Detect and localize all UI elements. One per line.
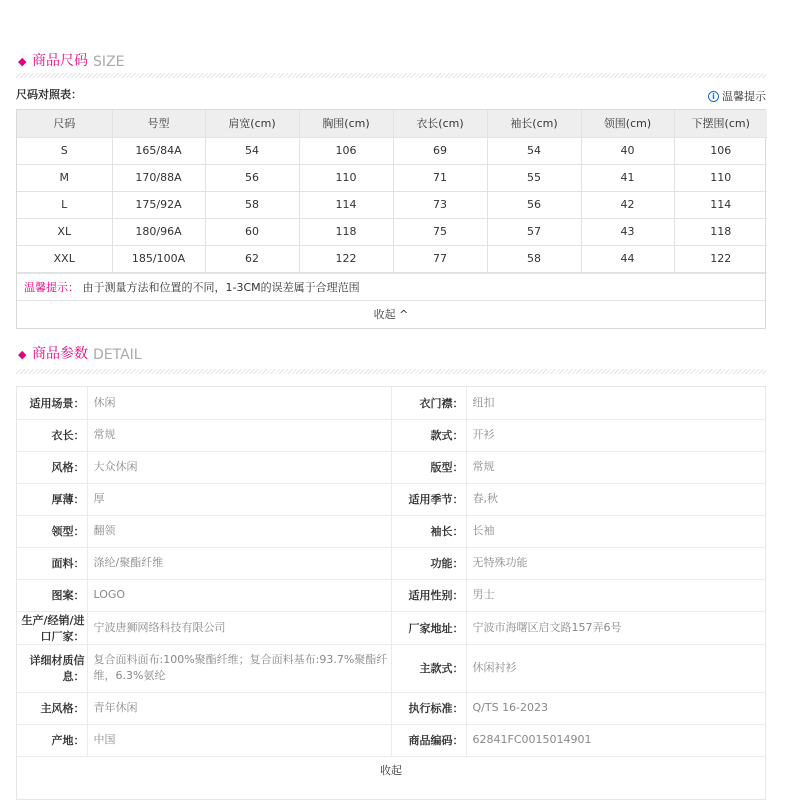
param-value: 涤纶/聚酯纤维 bbox=[87, 547, 391, 579]
param-value: 青年休闲 bbox=[87, 692, 391, 724]
table-cell: 114 bbox=[299, 191, 393, 218]
table-cell: S bbox=[17, 137, 112, 164]
table-cell: 106 bbox=[299, 137, 393, 164]
table-cell: 122 bbox=[299, 245, 393, 272]
header-cell: 袖长(cm) bbox=[487, 110, 581, 137]
detail-section-subtitle: DETAIL bbox=[93, 347, 142, 363]
param-key: 执行标准： bbox=[391, 692, 466, 724]
table-row bbox=[17, 245, 767, 272]
table-cell: 69 bbox=[393, 137, 487, 164]
table-cell: 42 bbox=[581, 191, 674, 218]
table-cell: 71 bbox=[393, 164, 487, 191]
table-cell: 106 bbox=[674, 137, 767, 164]
info-icon: i bbox=[708, 91, 719, 102]
table-cell: 54 bbox=[205, 137, 299, 164]
table-row bbox=[17, 451, 765, 483]
size-collapse-button[interactable]: 收起 ^ bbox=[17, 300, 765, 328]
param-key: 主风格： bbox=[17, 692, 87, 724]
table-cell: 44 bbox=[581, 245, 674, 272]
table-row bbox=[17, 644, 765, 692]
table-cell: 54 bbox=[487, 137, 581, 164]
param-value: 男士 bbox=[466, 579, 765, 611]
size-section-subtitle: SIZE bbox=[93, 54, 125, 70]
param-value: 常规 bbox=[87, 419, 391, 451]
table-cell: 60 bbox=[205, 218, 299, 245]
diamond-icon: ◆ bbox=[18, 348, 27, 361]
table-cell: 58 bbox=[205, 191, 299, 218]
table-row bbox=[17, 191, 767, 218]
param-key: 衣门襟： bbox=[391, 387, 466, 419]
table-row bbox=[17, 547, 765, 579]
table-cell: 180/96A bbox=[112, 218, 205, 245]
param-value: 复合面料面布:100%聚酯纤维；复合面料基布:93.7%聚酯纤维，6.3%氨纶 bbox=[87, 644, 391, 692]
header-cell: 下摆围(cm) bbox=[674, 110, 767, 137]
param-key: 图案： bbox=[17, 579, 87, 611]
param-key: 厂家地址： bbox=[391, 611, 466, 644]
table-cell: 110 bbox=[674, 164, 767, 191]
param-key: 商品编码： bbox=[391, 724, 466, 756]
table-cell: 118 bbox=[299, 218, 393, 245]
table-cell: 40 bbox=[581, 137, 674, 164]
param-value: 宁波市海曙区启文路157弄6号 bbox=[466, 611, 765, 644]
table-cell: 43 bbox=[581, 218, 674, 245]
table-cell: 41 bbox=[581, 164, 674, 191]
table-row bbox=[17, 218, 767, 245]
param-key: 详细材质信息： bbox=[17, 644, 87, 692]
diamond-icon: ◆ bbox=[18, 55, 27, 68]
param-key: 厚薄： bbox=[17, 483, 87, 515]
param-value: LOGO bbox=[87, 579, 391, 611]
param-value: 休闲衬衫 bbox=[466, 644, 765, 692]
table-cell: 55 bbox=[487, 164, 581, 191]
param-value: Q/TS 16-2023 bbox=[466, 692, 765, 724]
table-cell: M bbox=[17, 164, 112, 191]
header-cell: 肩宽(cm) bbox=[205, 110, 299, 137]
tip-link-label: 温馨提示 bbox=[722, 90, 766, 103]
param-key: 领型： bbox=[17, 515, 87, 547]
table-cell: 122 bbox=[674, 245, 767, 272]
param-value: 厚 bbox=[87, 483, 391, 515]
param-value: 无特殊功能 bbox=[466, 547, 765, 579]
table-cell: 58 bbox=[487, 245, 581, 272]
table-cell: XXL bbox=[17, 245, 112, 272]
param-value: 春,秋 bbox=[466, 483, 765, 515]
size-section-header bbox=[16, 52, 766, 74]
header-cell: 号型 bbox=[112, 110, 205, 137]
table-cell: 77 bbox=[393, 245, 487, 272]
table-cell: 170/88A bbox=[112, 164, 205, 191]
table-cell: 165/84A bbox=[112, 137, 205, 164]
param-value: 中国 bbox=[87, 724, 391, 756]
table-row bbox=[17, 692, 765, 724]
table-cell: 56 bbox=[487, 191, 581, 218]
size-table-header bbox=[17, 110, 767, 137]
param-value: 长袖 bbox=[466, 515, 765, 547]
param-key: 袖长： bbox=[391, 515, 466, 547]
table-cell: 175/92A bbox=[112, 191, 205, 218]
param-value: 常规 bbox=[466, 451, 765, 483]
param-value: 开衫 bbox=[466, 419, 765, 451]
param-value: 休闲 bbox=[87, 387, 391, 419]
table-cell: L bbox=[17, 191, 112, 218]
size-table bbox=[17, 110, 767, 273]
table-row bbox=[17, 387, 765, 419]
size-section-title: 商品尺码 bbox=[32, 53, 88, 69]
param-value: 纽扣 bbox=[466, 387, 765, 419]
table-row bbox=[17, 724, 765, 756]
table-cell: 185/100A bbox=[112, 245, 205, 272]
header-cell: 尺码 bbox=[17, 110, 112, 137]
param-key: 衣长： bbox=[17, 419, 87, 451]
table-cell: 110 bbox=[299, 164, 393, 191]
detail-section-header bbox=[16, 345, 766, 367]
detail-collapse-button[interactable]: 收起 bbox=[380, 763, 402, 777]
table-row bbox=[17, 483, 765, 515]
table-cell: XL bbox=[17, 218, 112, 245]
param-value: 宁波唐狮网络科技有限公司 bbox=[87, 611, 391, 644]
param-key: 产地： bbox=[17, 724, 87, 756]
param-key: 适用场景： bbox=[17, 387, 87, 419]
param-value: 大众休闲 bbox=[87, 451, 391, 483]
table-cell: 73 bbox=[393, 191, 487, 218]
warm-tip-text: 由于测量方法和位置的不同，1-3CM的误差属于合理范围 bbox=[82, 280, 360, 294]
table-cell: 118 bbox=[674, 218, 767, 245]
param-value: 62841FC0015014901 bbox=[466, 724, 765, 756]
section-divider bbox=[16, 73, 766, 78]
size-chart bbox=[16, 109, 766, 329]
size-chart-title: 尺码对照表： bbox=[16, 88, 82, 101]
table-row bbox=[17, 515, 765, 547]
param-key: 功能： bbox=[391, 547, 466, 579]
table-cell: 114 bbox=[674, 191, 767, 218]
param-key: 面料： bbox=[17, 547, 87, 579]
param-key: 主款式： bbox=[391, 644, 466, 692]
param-value: 翻领 bbox=[87, 515, 391, 547]
warm-tip-label: 温馨提示： bbox=[24, 280, 79, 294]
table-row bbox=[17, 137, 767, 164]
param-key: 适用季节： bbox=[391, 483, 466, 515]
detail-section-title: 商品参数 bbox=[32, 346, 88, 362]
header-cell: 领围(cm) bbox=[581, 110, 674, 137]
table-row bbox=[17, 164, 767, 191]
param-key: 款式： bbox=[391, 419, 466, 451]
param-key: 适用性别： bbox=[391, 579, 466, 611]
table-row bbox=[17, 579, 765, 611]
param-key: 生产/经销/进口厂家： bbox=[17, 611, 87, 644]
tip-link[interactable] bbox=[708, 88, 766, 104]
param-key: 版型： bbox=[391, 451, 466, 483]
param-key: 风格： bbox=[17, 451, 87, 483]
table-cell: 56 bbox=[205, 164, 299, 191]
table-cell: 75 bbox=[393, 218, 487, 245]
size-warm-tip bbox=[17, 273, 765, 300]
section-divider bbox=[16, 369, 766, 374]
table-cell: 62 bbox=[205, 245, 299, 272]
table-cell: 57 bbox=[487, 218, 581, 245]
table-row bbox=[17, 419, 765, 451]
detail-table bbox=[17, 387, 765, 757]
detail-panel bbox=[16, 386, 766, 800]
header-cell: 衣长(cm) bbox=[393, 110, 487, 137]
table-row bbox=[17, 611, 765, 644]
header-cell: 胸围(cm) bbox=[299, 110, 393, 137]
